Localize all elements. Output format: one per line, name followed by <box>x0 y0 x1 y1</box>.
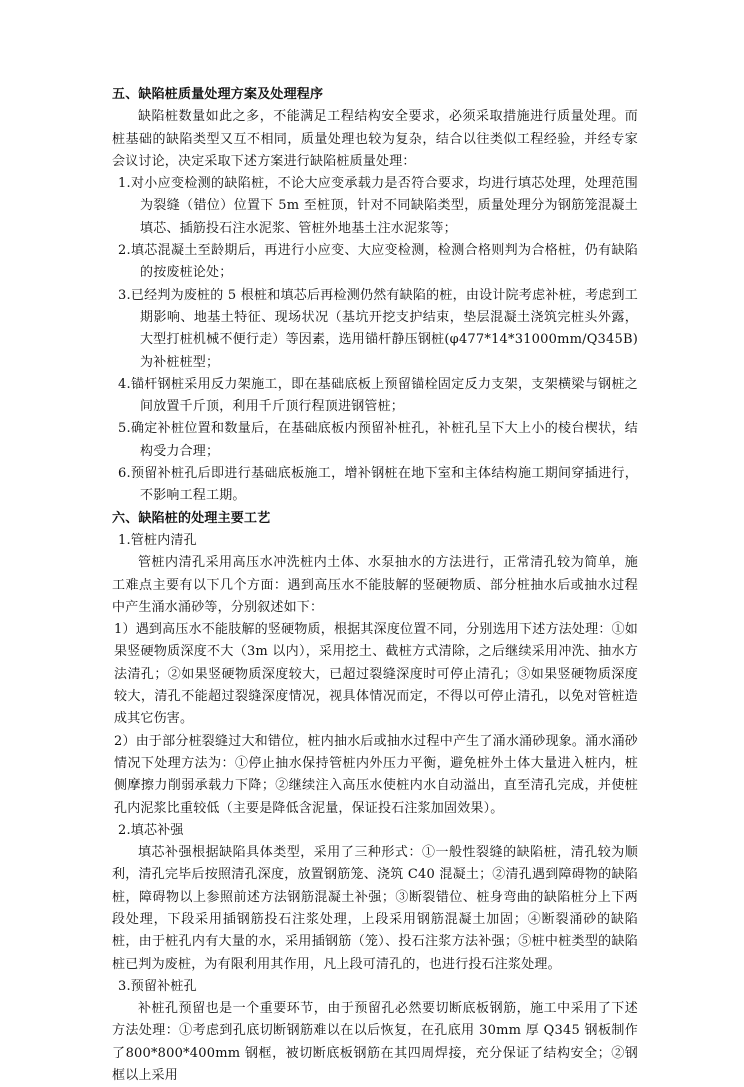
section-5-item-5: 5.确定补桩位置和数量后，在基础底板内预留补桩孔，补桩孔呈下大上小的棱台楔状，结构受力合理； <box>118 421 638 459</box>
document-page <box>112 84 638 1087</box>
subsection-2-title: 2.填芯补强 <box>118 822 184 838</box>
subsection-1-paragraph-1: 1）遇到高压水不能肢解的竖硬物质，根据其深度位置不同，分别选用下述方法处理：①如果竖硬物质深度不大（3m 以内），采用挖土、截桩方式清除，之后继续采用冲洗、抽水方法清孔；②如果竖硬物质深度较大，已超过裂缝深度时可停止清孔；③如果竖硬物质深度较大，清孔不能超过裂缝深度情况，视具体情况而定，不得以可停止清孔，以免对管桩造成其它伤害。 <box>114 622 638 727</box>
section-5-title: 五、缺陷桩质量处理方案及处理程序 <box>112 87 324 102</box>
section-5-item-4: 4.锚杆钢桩采用反力架施工，即在基础底板上预留锚栓固定反力支架，支架横梁与钢桩之间放置千斤顶，利用千斤顶行程顶进钢管桩； <box>118 376 638 415</box>
section-5-item-3: 3.已经判为废桩的 5 根桩和填芯后再检测仍然有缺陷的桩，由设计院考虑补桩，考虑到工期影响、地基土特征、现场状况（基坑开挖支护结束，垫层混凝土浇筑完桩头外露，大型打桩机械不便行走）等因素，选用锚杆静压钢桩(φ477*14*31000mm/Q345B)为补桩桩型； <box>118 287 638 370</box>
subsection-1-intro: 管桩内清孔采用高压水冲洗桩内土体、水泵抽水的方法进行，正常清孔较为简单，施工难点主要有以下几个方面：遇到高压水不能肢解的竖硬物质、部分桩抽水后或抽水过程中产生涌水涌砂等，分别叙述如下： <box>112 555 638 615</box>
subsection-1-paragraph-2: 2）由于部分桩裂缝过大和错位，桩内抽水后或抽水过程中产生了涌水涌砂现象。涌水涌砂情况下处理方法为：①停止抽水保持管桩内外压力平衡，避免桩外土体大量进入桩内，桩侧摩擦力削弱承载力下降；②继续注入高压水使桩内水自动溢出，直至清孔完成，并使桩孔内泥浆比重较低（主要是降低含泥量，保证投石注浆加固效果）。 <box>114 733 638 816</box>
section-6-title: 六、缺陷桩的处理主要工艺 <box>112 510 271 526</box>
subsection-3-body: 补桩孔预留也是一个重要环节，由于预留孔必然要切断底板钢筋，施工中采用了下述方法处理：①考虑到孔底切断钢筋难以在以后恢复，在孔底用 30mm 厚 Q345 钢板制作了800*800*400mm 钢框，被切断底板钢筋在其四周焊接，充分保证了结构安全；②钢框以上采用 <box>112 1001 638 1084</box>
section-5-item-6: 6.预留补桩孔后即进行基础底板施工，增补钢桩在地下室和主体结构施工期间穿插进行，不影响工程工期。 <box>118 466 638 504</box>
section-5-item-1: 1.对小应变检测的缺陷桩，不论大应变承载力是否符合要求，均进行填芯处理，处理范围为裂缝（错位）位置下 5m 至桩顶，针对不同缺陷类型，质量处理分为钢筋笼混凝土填芯、插筋投石注水泥浆、管桩外地基土注水泥浆等； <box>118 176 638 236</box>
subsection-2-body: 填芯补强根据缺陷具体类型，采用了三种形式：①一般性裂缝的缺陷桩，清孔较为顺利，清孔完毕后按照清孔深度，放置钢筋笼、浇筑 C40 混凝土；②清孔遇到障碍物的缺陷桩，障碍物以上参照前述方法钢筋混凝土补强；③断裂错位、桩身弯曲的缺陷桩分上下两段处理，下段采用插钢筋投石注浆处理，上段采用钢筋混凝土加固；④断裂涌砂的缺陷桩，由于桩孔内有大量的水，采用插钢筋（笼）、投石注浆方法补强；⑤桩中桩类型的缺陷桩已判为废桩，为有限利用其作用，凡上段可清孔的，也进行投石注浆处理。 <box>112 845 638 972</box>
section-5-item-2: 2.填芯混凝土至龄期后，再进行小应变、大应变检测，检测合格则判为合格桩，仍有缺陷的按废桩论处； <box>118 243 638 281</box>
subsection-3-title: 3.预留补桩孔 <box>118 978 197 994</box>
subsection-1-title: 1.管桩内清孔 <box>118 532 197 548</box>
section-5-intro: 缺陷桩数量如此之多，不能满足工程结构安全要求，必须采取措施进行质量处理。而桩基础的缺陷类型又互不相同，质量处理也较为复杂，结合以往类似工程经验，并经专家会议讨论，决定采取下述方案进行缺陷桩质量处理： <box>112 109 638 169</box>
